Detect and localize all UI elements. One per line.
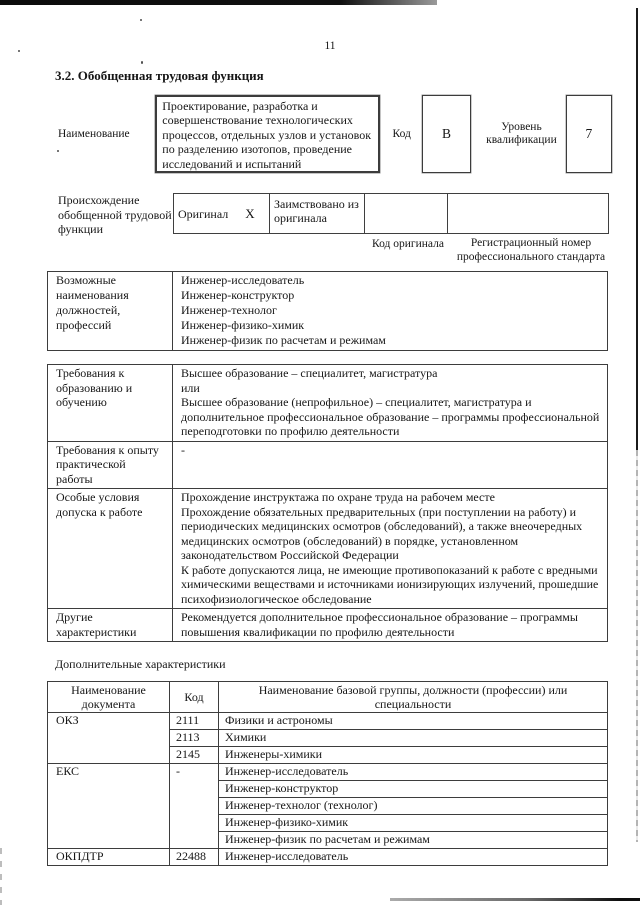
code-cell: 22488 bbox=[170, 849, 219, 866]
name-cell: Химики bbox=[219, 730, 608, 747]
origin-original-x-mark: X bbox=[245, 205, 255, 221]
col-header-document: Наименование документа bbox=[48, 682, 170, 713]
code-cell: 2111 bbox=[170, 713, 219, 730]
name-cell: Инженер-исследователь bbox=[219, 764, 608, 781]
table-row bbox=[48, 713, 608, 730]
origin-table bbox=[173, 193, 609, 237]
scan-artifact-right-edge-light bbox=[636, 450, 638, 842]
scan-artifact-bottom-line bbox=[390, 898, 640, 901]
req-experience-value bbox=[173, 441, 608, 489]
table-row bbox=[48, 764, 608, 781]
req-line: или bbox=[181, 380, 200, 395]
req-special-conditions-value bbox=[173, 489, 608, 609]
scan-speck bbox=[140, 19, 142, 21]
req-line: Высшее образование (непрофильное) – специалитет, магистратура и дополнительное профессиональное образование – программы профессиональной переподготовки по профилю деятельности bbox=[181, 395, 600, 438]
gtf-code-label: Код bbox=[392, 128, 411, 140]
job-title: Инженер-конструктор bbox=[181, 288, 295, 302]
req-special-conditions-label: Особые условия допуска к работе bbox=[48, 489, 173, 609]
job-title: Инженер-исследователь bbox=[181, 273, 305, 287]
job-title: Инженер-физико-химик bbox=[181, 318, 305, 332]
gtf-header-row bbox=[58, 95, 612, 173]
name-cell: Инженер-технолог (технолог) bbox=[219, 798, 608, 815]
doc-cell: ЕКС bbox=[48, 764, 170, 849]
req-line: Высшее образование – специалитет, магистратура bbox=[181, 366, 438, 380]
origin-cell-code-empty bbox=[364, 193, 448, 234]
table-row bbox=[48, 272, 608, 351]
col-header-code: Код bbox=[170, 682, 219, 713]
table-row bbox=[48, 365, 608, 442]
origin-cell-borrowed: Заимствовано из оригинала bbox=[269, 193, 365, 234]
gtf-name-label: Наименование bbox=[58, 128, 130, 140]
scan-artifact-left-dashes bbox=[0, 848, 2, 905]
req-line: Рекомендуется дополнительное профессиональное образование – программы повышения квалификации по профилю деятельности bbox=[181, 610, 578, 639]
table-row bbox=[48, 609, 608, 642]
name-cell: Инженер-конструктор bbox=[219, 781, 608, 798]
table-header-row bbox=[48, 682, 608, 713]
table-row bbox=[48, 489, 608, 609]
req-line: Прохождение обязательных предварительных (при поступлении на работу) и периодических медицинских осмотров (обследований), а также внеочередных медицинских осмотров (обследований) в порядке, установленном законодательством Российской Федерации bbox=[181, 504, 583, 562]
name-cell: Инженер-физик по расчетам и режимам bbox=[219, 832, 608, 849]
scan-artifact-top-bar bbox=[0, 0, 437, 5]
doc-cell: ОКПДТР bbox=[48, 849, 170, 866]
name-cell: Инженеры-химики bbox=[219, 747, 608, 764]
req-education-label: Требования к образованию и обучению bbox=[48, 365, 173, 442]
req-line: Прохождение инструктажа по охране труда на рабочем месте bbox=[181, 490, 495, 504]
origin-original-label: Оригинал bbox=[178, 206, 229, 221]
name-cell: Инженер-физико-химик bbox=[219, 815, 608, 832]
origin-regnumber-caption: Регистрационный номер профессионального стандарта bbox=[456, 237, 606, 263]
additional-characteristics-title: Дополнительные характеристики bbox=[55, 657, 226, 671]
req-line: К работе допускаются лица, не имеющие противопоказаний к работе с вредными химическими веществами и источниками ионизирующих излучений, прошедшие психофизиологическое обследование bbox=[181, 562, 599, 606]
page-number: 11 bbox=[324, 40, 336, 52]
name-cell: Физики и астрономы bbox=[219, 713, 608, 730]
section-title: 3.2. Обобщенная трудовая функция bbox=[55, 68, 264, 83]
req-other-label: Другие характеристики bbox=[48, 609, 173, 642]
code-cell: 2145 bbox=[170, 747, 219, 764]
scan-speck bbox=[141, 61, 143, 64]
doc-cell: ОКЗ bbox=[48, 713, 170, 764]
scan-artifact-right-edge-dark bbox=[636, 8, 638, 450]
additional-characteristics-table bbox=[47, 681, 608, 866]
req-experience-label: Требования к опыту практической работы bbox=[48, 441, 173, 489]
origin-cell-original bbox=[173, 193, 270, 234]
origin-label: Происхождение обобщенной трудовой функции bbox=[58, 193, 172, 237]
origin-row bbox=[58, 191, 609, 237]
req-other-value bbox=[173, 609, 608, 642]
origin-cell-regnumber-empty bbox=[447, 193, 609, 234]
possible-titles-table bbox=[47, 271, 608, 351]
gtf-name-value-box: Проектирование, разработка и совершенствование технологических процессов, отдельных узлов и установок по разделению изотопов, проведение исследований и испытаний bbox=[155, 95, 379, 173]
table-row bbox=[48, 441, 608, 489]
name-cell: Инженер-исследователь bbox=[219, 849, 608, 866]
code-cell: - bbox=[170, 764, 219, 849]
code-cell: 2113 bbox=[170, 730, 219, 747]
possible-titles-values bbox=[173, 272, 608, 351]
table-row bbox=[48, 849, 608, 866]
req-line: - bbox=[181, 442, 185, 457]
req-education-value bbox=[173, 365, 608, 442]
possible-titles-label: Возможные наименования должностей, профессий bbox=[48, 272, 173, 351]
job-title: Инженер-технолог bbox=[181, 303, 277, 317]
origin-code-caption: Код оригинала bbox=[372, 238, 444, 250]
requirements-table bbox=[47, 364, 608, 642]
gtf-code-value-box: В bbox=[422, 95, 471, 173]
gtf-level-label: Уровень квалификации bbox=[486, 120, 557, 146]
gtf-level-value-box: 7 bbox=[566, 95, 612, 173]
col-header-group-name: Наименование базовой группы, должности (профессии) или специальности bbox=[219, 682, 608, 713]
job-title: Инженер-физик по расчетам и режимам bbox=[181, 333, 386, 347]
